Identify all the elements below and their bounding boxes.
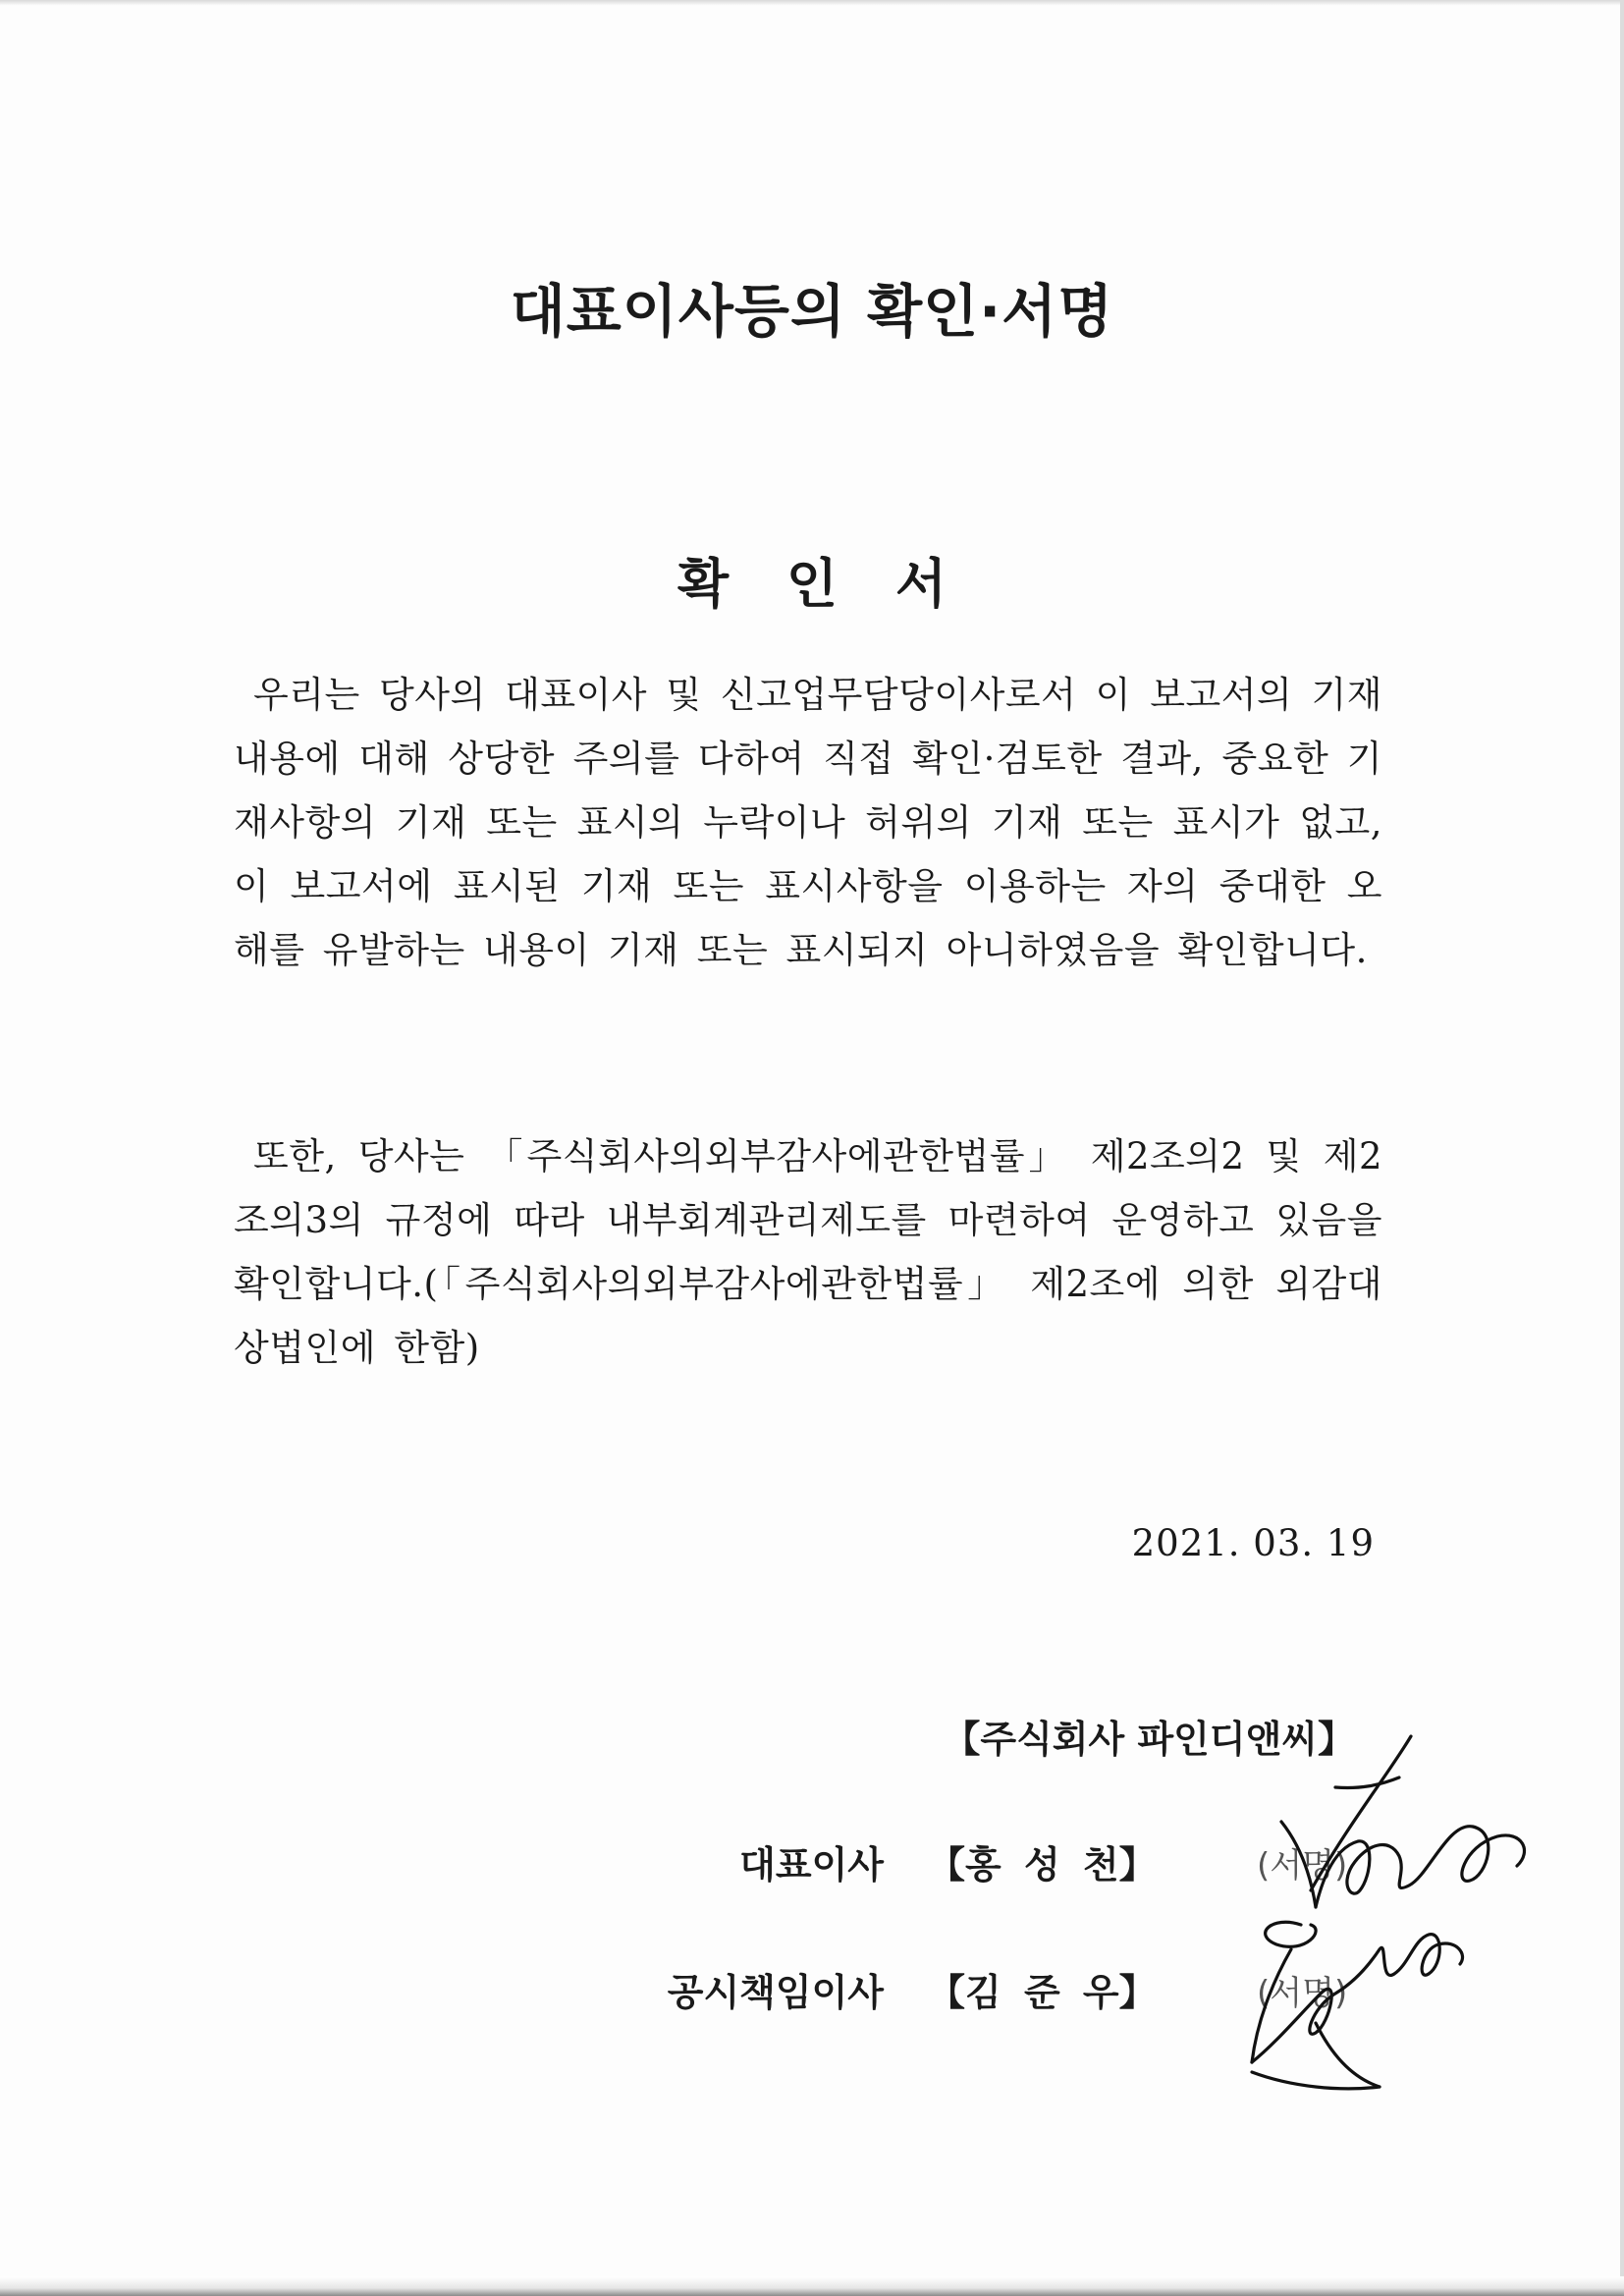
signer-name: 【김 준 우】 xyxy=(928,1971,1157,2014)
scan-edge-top xyxy=(0,0,1624,6)
signer-role: 대표이사 xyxy=(739,1843,884,1886)
page-title: 대표이사등의 확인·서명 xyxy=(510,278,1114,345)
confirmation-paragraph-2: 또한, 당사는 「주식회사의외부감사에관한법률」 제2조의2 및 제2조의3의 규정에 따라 내부회계관리제도를 마련하여 운영하고 있음을 확인합니다.(「주식회사의외부감사에관한법률」 제2조에 의한 외감대상법인에 한함) xyxy=(234,1135,1382,1369)
signature-placeholder: (서명) xyxy=(1257,1974,1348,2013)
handwritten-signature-officer xyxy=(1232,1905,1478,2102)
scan-edge-bottom xyxy=(0,2276,1624,2296)
handwritten-signature-ceo xyxy=(1242,1728,1537,1915)
signature-placeholder: (서명) xyxy=(1257,1846,1348,1886)
confirmation-paragraph-1: 우리는 당사의 대표이사 및 신고업무담당이사로서 이 보고서의 기재내용에 대해 상당한 주의를 다하여 직접 확인·검토한 결과, 중요한 기재사항의 기재 또는 표시의 누락이나 허위의 기재 또는 표시가 없고, 이 보고서에 표시된 기재 또는 표시사항을 이용하는 자의 중대한 오해를 유발하는 내용이 기재 또는 표시되지 아니하였음을 확인합니다. xyxy=(234,674,1382,971)
document-date: 2021. 03. 19 xyxy=(1131,1522,1375,1564)
company-name: 【주식회사 파인디앤씨】 xyxy=(943,1718,1355,1761)
signer-name: 【홍 성 천】 xyxy=(928,1843,1157,1886)
confirmation-heading: 확 인 서 xyxy=(677,553,947,615)
signer-role: 공시책임이사 xyxy=(667,1971,884,2014)
